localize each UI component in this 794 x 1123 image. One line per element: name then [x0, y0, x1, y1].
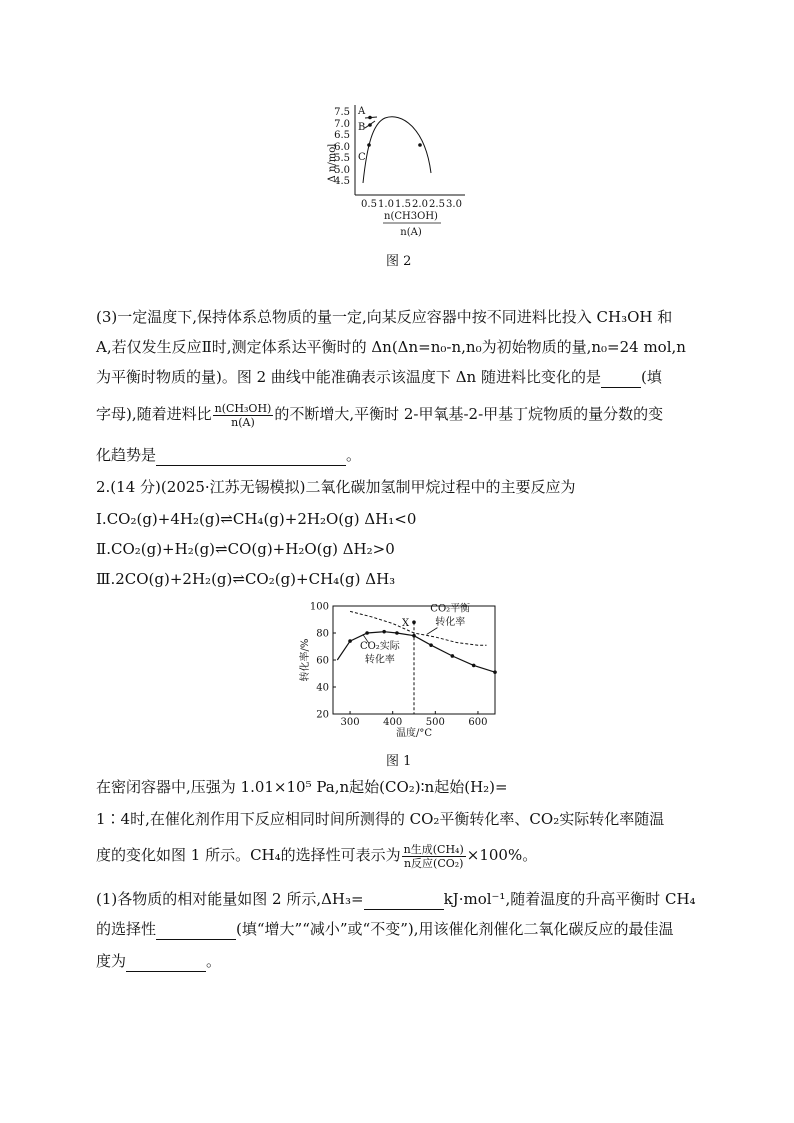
q2-sub1-line-2 [96, 918, 674, 940]
y-tick: 5.0 [334, 165, 350, 176]
y-tick: 6.0 [334, 142, 350, 153]
q2-sub1-e: 度为 [96, 952, 127, 970]
q3-line-4 [96, 398, 663, 430]
q3-line-2: A,若仅发生反应Ⅱ时,测定体系达平衡时的 Δn(Δn=n₀-n,n₀为初始物质的量,n₀=24 mol,n [96, 338, 686, 356]
paragraph-line-2: 1∶4时,在催化剂作用下反应相同时间所测得的 CO₂平衡转化率、CO₂实际转化率随温 [96, 810, 665, 828]
actual-data-point [493, 670, 497, 674]
reaction-2: Ⅱ.CO₂(g)+H₂(g)⇌CO(g)+H₂O(g) ΔH₂>0 [96, 540, 395, 558]
y-axis-label: Δ n/mol [327, 143, 338, 183]
q3-answer-blank-2[interactable] [156, 449, 346, 466]
q3-line-3-text: 为平衡时物质的量)。图 2 曲线中能准确表示该温度下 Δn 随进料比变化的是 [96, 368, 601, 386]
q3-line-5 [96, 444, 361, 466]
actual-data-point [429, 643, 433, 647]
x-tick: 2.5 [429, 199, 445, 210]
label-equilibrium-1: CO₂平衡 [430, 603, 471, 615]
y-tick: 7.0 [334, 119, 350, 130]
y-tick-label: 80 [316, 628, 329, 640]
q3-line-5-end: 。 [346, 446, 362, 464]
figure-1-caption: 图 1 [386, 754, 412, 769]
best-temperature-blank[interactable] [126, 955, 206, 972]
actual-data-point [472, 664, 476, 668]
point-label-a: A [358, 106, 366, 117]
y-tick-label: 100 [309, 601, 329, 613]
x-axis-label: 温度/°C [395, 728, 433, 738]
actual-data-point [382, 630, 386, 634]
figure-2-delta-n-chart [325, 95, 485, 245]
reaction-1: Ⅰ.CO₂(g)+4H₂(g)⇌CH₄(g)+2H₂O(g) ΔH₁<0 [96, 510, 417, 528]
x-tick: 1.0 [378, 199, 394, 210]
paragraph-line-3 [96, 838, 537, 872]
selectivity-fraction [402, 843, 466, 870]
point-a [368, 116, 372, 120]
q3-line-1: (3)一定温度下,保持体系总物质的量一定,向某反应容器中按不同进料比投入 CH₃OH 和 [96, 308, 673, 326]
x-tick-label: 300 [340, 717, 360, 728]
y-tick: 5.5 [334, 153, 350, 164]
x-tick: 2.0 [412, 199, 428, 210]
q3-line-4-b: 的不断增大,平衡时 2-甲氧基-2-甲基丁烷物质的量分数的变 [274, 405, 664, 423]
label-equilibrium-leader [427, 628, 438, 635]
x-tick-label: 500 [425, 717, 445, 728]
q3-line-5-text: 化趋势是 [96, 446, 157, 464]
q2-sub1-line-1 [96, 888, 696, 910]
q2-sub1-d: (填“增大”“减小”或“不变”),用该催化剂催化二氧化碳反应的最佳温 [236, 920, 674, 938]
selectivity-denominator: n反应(CO₂) [403, 856, 464, 870]
x-tick: 1.5 [395, 199, 411, 210]
actual-data-point [348, 639, 352, 643]
y-tick-label: 60 [316, 655, 329, 667]
figure-1-conversion-chart [295, 598, 505, 738]
feed-ratio-numerator: n(CH₃OH) [214, 401, 272, 415]
point-x [412, 620, 416, 624]
q2-sub1-b: kJ·mol⁻¹,随着温度的升高平衡时 CH₄ [443, 890, 696, 908]
q2-sub1-f: 。 [206, 952, 222, 970]
y-tick: 4.5 [334, 176, 350, 187]
figure-2-caption: 图 2 [386, 254, 412, 269]
y-tick: 7.5 [334, 107, 350, 118]
q2-sub1-a: (1)各物质的相对能量如图 2 所示,ΔH₃= [96, 890, 364, 908]
x-tick-label: 600 [468, 717, 488, 728]
paragraph-line-1: 在密闭容器中,压强为 1.01×10⁵ Pa,n起始(CO₂)∶n起始(H₂)= [96, 778, 508, 796]
series-equilibrium-line [350, 611, 486, 645]
selectivity-trend-blank[interactable] [156, 923, 236, 940]
point-x-label: X [402, 618, 410, 630]
q2-sub1-c: 的选择性 [96, 920, 157, 938]
feed-ratio-denominator: n(A) [231, 415, 255, 429]
actual-data-point [395, 631, 399, 635]
q2-heading: 2.(14 分)(2025·江苏无锡模拟)二氧化碳加氢制甲烷过程中的主要反应为 [96, 478, 576, 496]
reaction-3: Ⅲ.2CO(g)+2H₂(g)⇌CO₂(g)+CH₄(g) ΔH₃ [96, 570, 396, 588]
y-axis-label: 转化率/% [300, 638, 311, 682]
x-label-denominator: n(A) [400, 227, 422, 238]
y-tick-label: 20 [316, 709, 329, 721]
paragraph-line-3-b: ×100%。 [466, 846, 538, 864]
feed-ratio-fraction [213, 402, 274, 429]
q3-answer-blank-1[interactable] [601, 371, 641, 388]
actual-data-point [365, 631, 369, 635]
x-tick-label: 400 [383, 717, 403, 728]
point-d [418, 143, 422, 147]
x-label-numerator: n(CH3OH) [384, 211, 438, 222]
q2-sub1-line-3 [96, 950, 221, 972]
label-actual-2: 转化率 [364, 654, 395, 666]
q3-line-4-a: 字母),随着进料比 [96, 405, 212, 423]
y-tick: 6.5 [334, 130, 350, 141]
actual-data-point [451, 654, 455, 658]
y-tick-label: 40 [316, 682, 329, 694]
q3-line-3 [96, 366, 662, 388]
point-c [367, 143, 371, 147]
label-actual-1: CO₂实际 [359, 641, 400, 653]
curve-main [363, 117, 431, 183]
delta-h3-answer-blank[interactable] [364, 893, 444, 910]
point-b [368, 123, 372, 127]
point-label-c: C [358, 152, 366, 163]
label-equilibrium-2: 转化率 [435, 616, 466, 628]
paragraph-line-3-a: 度的变化如图 1 所示。CH₄的选择性可表示为 [96, 846, 401, 864]
point-label-b: B [358, 122, 366, 133]
x-tick: 3.0 [446, 199, 462, 210]
q3-line-3-end: (填 [640, 368, 662, 386]
x-tick: 0.5 [361, 199, 377, 210]
selectivity-numerator: n生成(CH₄) [403, 842, 464, 856]
